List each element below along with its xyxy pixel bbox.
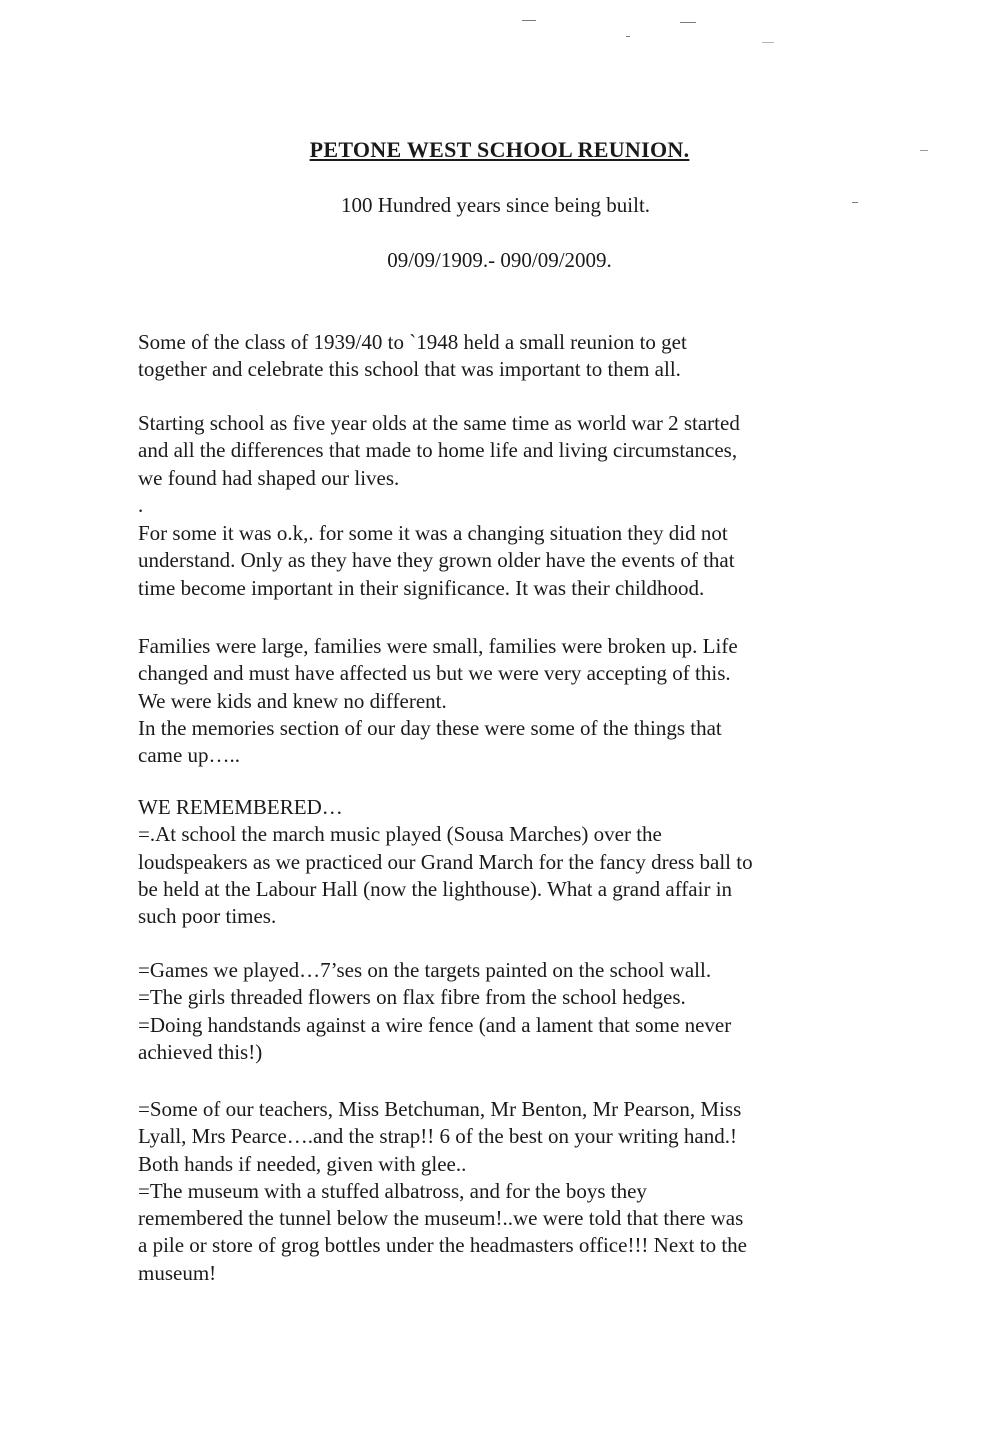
paragraph-families: Families were large, families were small, families were broken up. Life changed and must have affected us but we were very accepting of this. We were kids and knew no different. In the memories section of our day these were some of the things that came up…..	[138, 634, 738, 768]
document-subtitle: 100 Hundred years since being built.	[340, 193, 651, 217]
document-title	[0, 137, 999, 163]
scan-speck	[522, 20, 536, 21]
document-title-text: PETONE WEST SCHOOL REUNION.	[309, 137, 690, 162]
paragraph-games: =Games we played…7’ses on the targets painted on the school wall. =The girls threaded flowers on flax fibre from the school hedges. =Doing handstands against a wire fence (and a lament that some never achieved this!)	[138, 958, 732, 1064]
paragraph-we-remembered: WE REMEMBERED… =.At school the march music played (Sousa Marches) over the loudspeakers as we practiced our Grand March for the fancy dress ball to be held at the Labour Hall (now the lighthouse). What a grand affair in such poor times.	[138, 795, 753, 929]
scan-speck	[626, 36, 630, 37]
paragraph-class-reunion: Some of the class of 1939/40 to `1948 held a small reunion to get together and celebrate this school that was important to them all.	[138, 330, 687, 382]
scan-speck	[680, 22, 696, 23]
paragraph-starting-school: Starting school as five year olds at the same time as world war 2 started and all the differences that made to home life and living circumstances, we found had shaped our lives.	[138, 411, 740, 490]
paragraph-teachers-museum: =Some of our teachers, Miss Betchuman, Mr Benton, Mr Pearson, Miss Lyall, Mrs Pearce….and the strap!! 6 of the best on your writing hand.! Both hands if needed, given with glee.. =The museum with a stuffed albatross, and for the boys they remembered the tunnel below the museum!..we were told that there was a pile or store of grog bottles under the headmasters office!!! Next to the museum!	[138, 1097, 747, 1285]
paragraph-dot: .	[138, 493, 144, 517]
document-dates: 09/09/1909.- 090/09/2009.	[387, 248, 612, 272]
paragraph-changing-situation: For some it was o.k,. for some it was a changing situation they did not understand. Only as they have they grown older have the events of that time become important in their significance. It was their childhood.	[138, 521, 735, 600]
scan-speck	[762, 42, 774, 43]
